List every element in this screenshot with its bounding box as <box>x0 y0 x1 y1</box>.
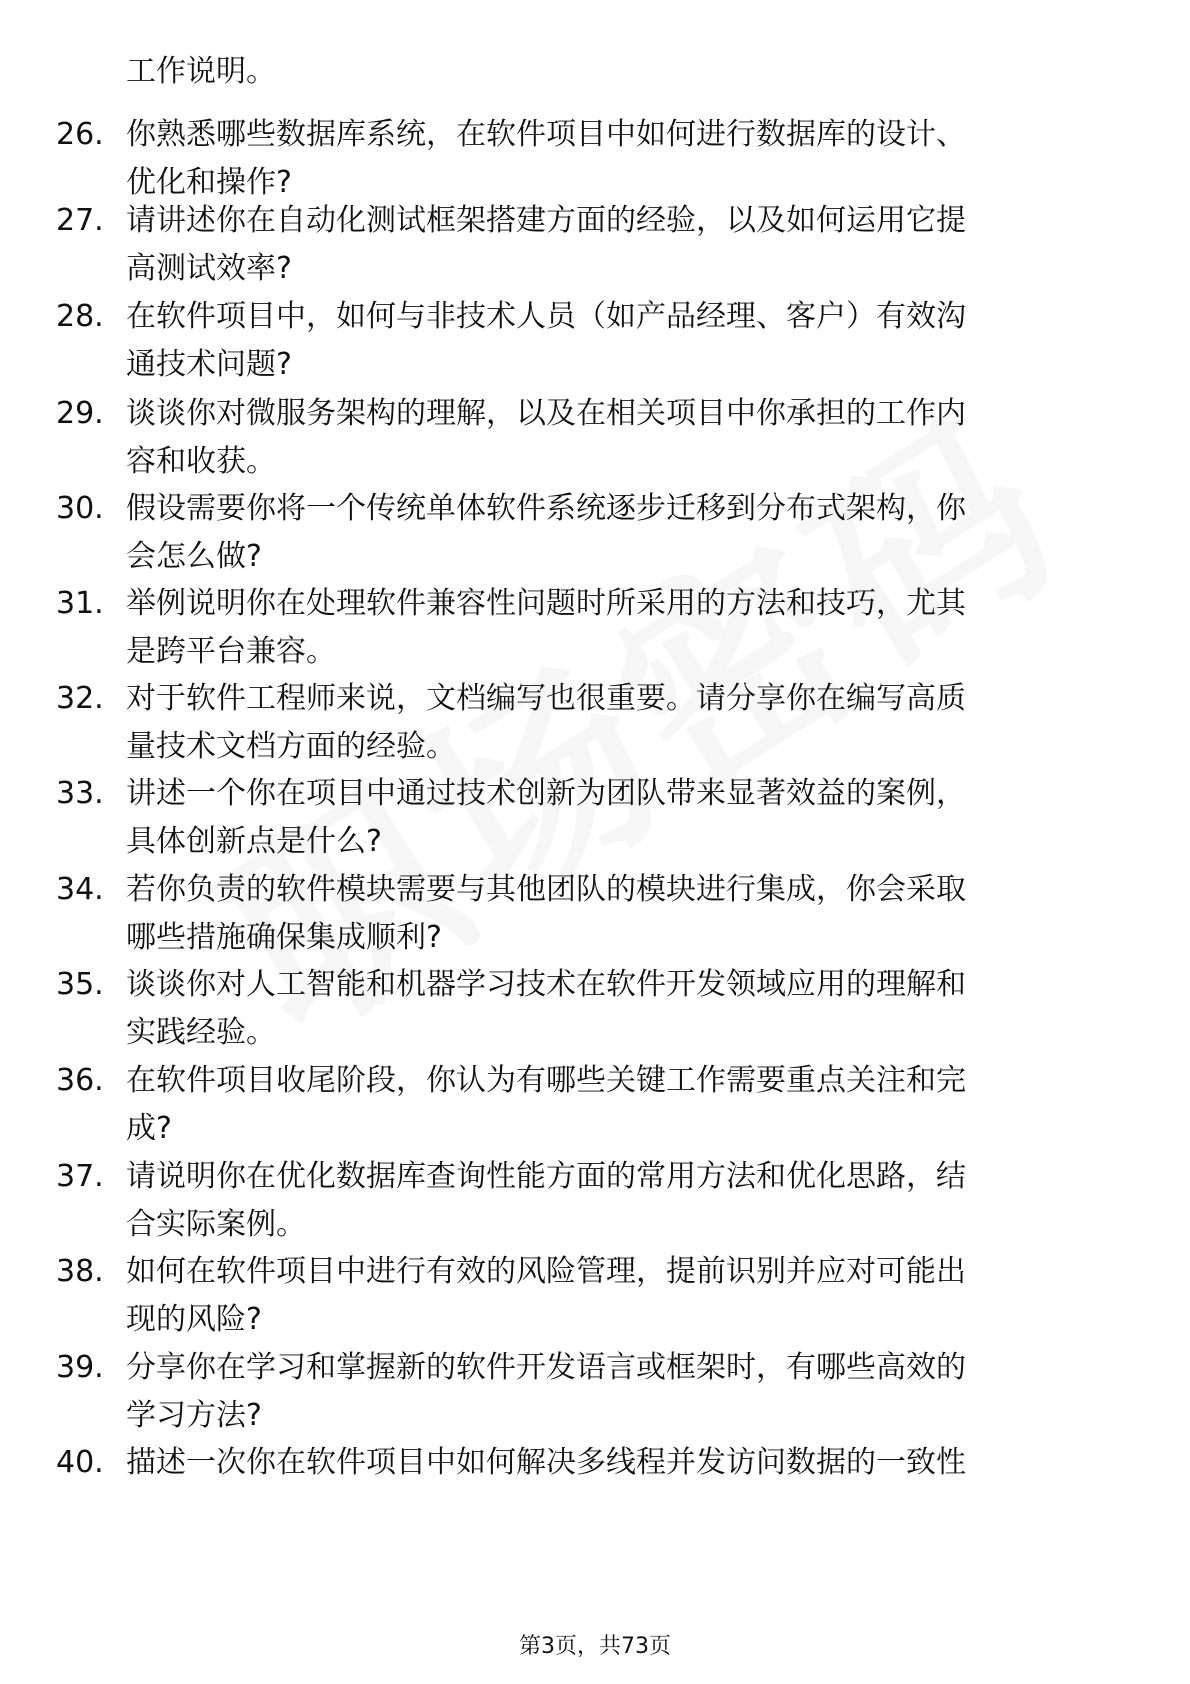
question-text-line: 会怎么做? <box>126 539 262 574</box>
question-number: 38. <box>56 1254 104 1289</box>
question-text-line: 谈谈你对人工智能和机器学习技术在软件开发领域应用的理解和 <box>126 967 966 1002</box>
question-number: 36. <box>56 1063 104 1098</box>
question-number: 40. <box>56 1445 104 1480</box>
continuation-text: 工作说明。 <box>126 54 276 89</box>
question-text-line: 请说明你在优化数据库查询性能方面的常用方法和优化思路，结 <box>126 1159 966 1194</box>
question-text-line: 假设需要你将一个传统单体软件系统逐步迁移到分布式架构，你 <box>126 491 966 526</box>
question-item <box>0 866 1190 962</box>
question-text-line: 具体创新点是什么? <box>126 824 382 859</box>
question-text-line: 若你负责的软件模块需要与其他团队的模块进行集成，你会采取 <box>126 872 966 907</box>
question-text-line: 举例说明你在处理软件兼容性问题时所采用的方法和技巧，尤其 <box>126 586 966 621</box>
question-text-line: 容和收获。 <box>126 444 276 479</box>
question-number: 33. <box>56 776 104 811</box>
question-number: 34. <box>56 872 104 907</box>
question-item <box>0 1439 1190 1535</box>
question-item <box>0 111 1190 207</box>
question-text-line: 你熟悉哪些数据库系统，在软件项目中如何进行数据库的设计、 <box>126 117 966 152</box>
question-text-line: 描述一次你在软件项目中如何解决多线程并发访问数据的一致性 <box>126 1445 966 1480</box>
question-text-line: 在软件项目中，如何与非技术人员（如产品经理、客户）有效沟 <box>126 299 966 334</box>
question-text-line: 在软件项目收尾阶段，你认为有哪些关键工作需要重点关注和完 <box>126 1063 966 1098</box>
question-text-line: 实践经验。 <box>126 1015 276 1050</box>
question-text-line: 成? <box>126 1111 172 1146</box>
question-text-line: 哪些措施确保集成顺利? <box>126 920 442 955</box>
question-text-line: 对于软件工程师来说，文档编写也很重要。请分享你在编写高质 <box>126 681 966 716</box>
question-item <box>0 485 1190 581</box>
question-item <box>0 1153 1190 1249</box>
question-item <box>0 197 1190 293</box>
question-item <box>0 293 1190 389</box>
question-item <box>0 961 1190 1057</box>
page-footer: 第3页，共73页 <box>519 1634 671 1659</box>
question-number: 39. <box>56 1350 104 1385</box>
question-number: 28. <box>56 299 104 334</box>
question-item <box>0 770 1190 866</box>
question-text-line: 谈谈你对微服务架构的理解，以及在相关项目中你承担的工作内 <box>126 396 966 431</box>
question-text-line: 学习方法? <box>126 1398 262 1433</box>
question-text-line: 量技术文档方面的经验。 <box>126 729 456 764</box>
question-text-line: 优化和操作? <box>126 165 292 200</box>
question-text-line: 合实际案例。 <box>126 1207 306 1242</box>
question-number: 35. <box>56 967 104 1002</box>
question-text-line: 通技术问题? <box>126 347 292 382</box>
question-text-line: 请讲述你在自动化测试框架搭建方面的经验，以及如何运用它提 <box>126 203 966 238</box>
question-text-line: 分享你在学习和掌握新的软件开发语言或框架时，有哪些高效的 <box>126 1350 966 1385</box>
question-item <box>0 1344 1190 1440</box>
question-number: 30. <box>56 491 104 526</box>
question-text-line: 现的风险? <box>126 1302 262 1337</box>
question-text-line: 是跨平台兼容。 <box>126 634 336 669</box>
question-item <box>0 1248 1190 1344</box>
question-item <box>0 390 1190 486</box>
question-number: 29. <box>56 396 104 431</box>
question-text-line: 讲述一个你在项目中通过技术创新为团队带来显著效益的案例， <box>126 776 966 811</box>
question-text-line: 高测试效率? <box>126 251 292 286</box>
question-item <box>0 580 1190 676</box>
question-number: 32. <box>56 681 104 716</box>
question-number: 31. <box>56 586 104 621</box>
question-item <box>0 1057 1190 1153</box>
question-text-line: 如何在软件项目中进行有效的风险管理，提前识别并应对可能出 <box>126 1254 966 1289</box>
question-number: 37. <box>56 1159 104 1194</box>
question-number: 26. <box>56 117 104 152</box>
question-item <box>0 675 1190 771</box>
question-number: 27. <box>56 203 104 238</box>
